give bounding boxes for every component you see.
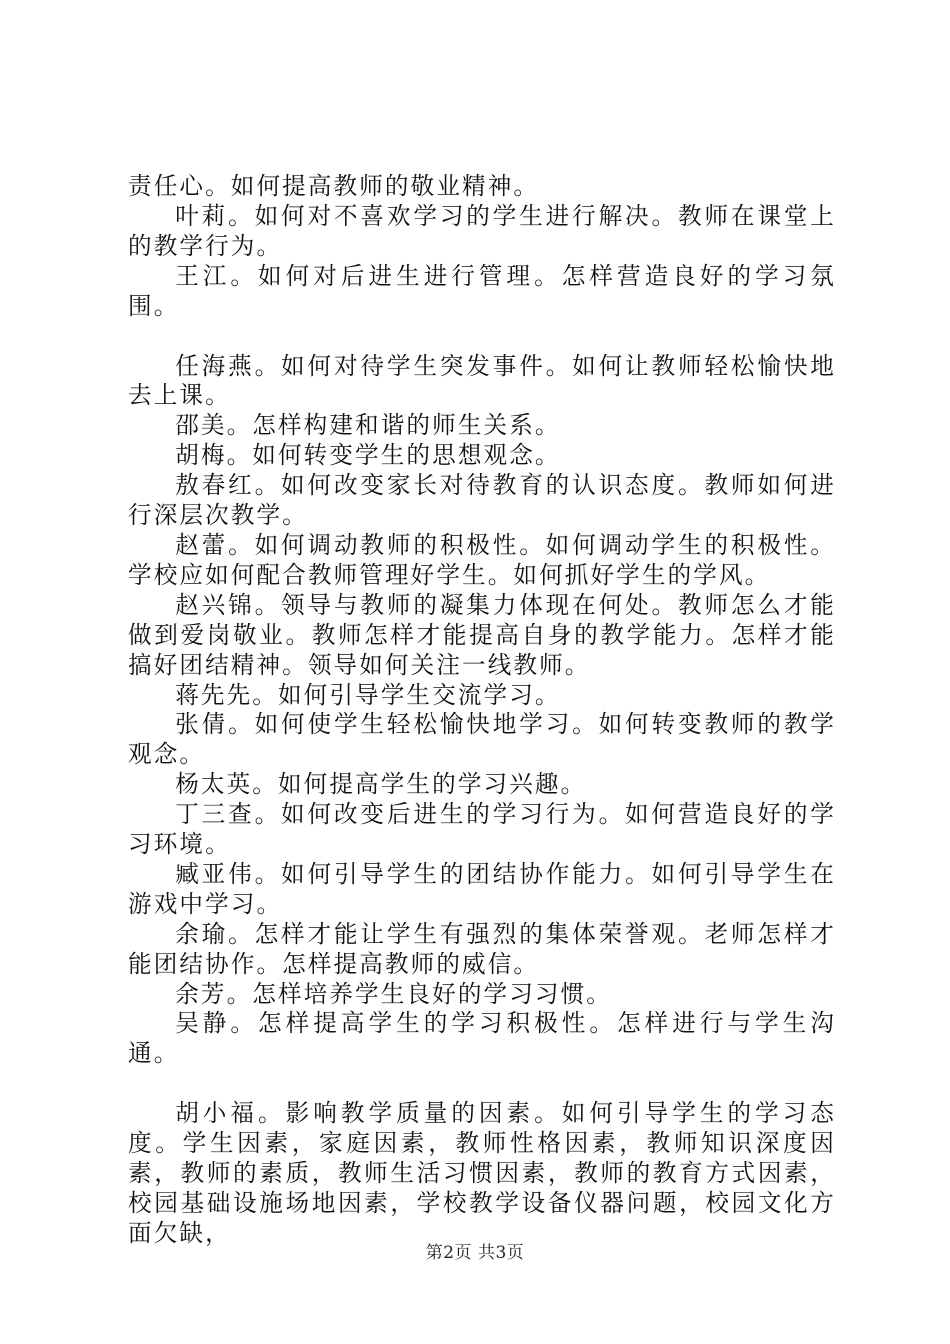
paragraph-shao-mei: 邵美。怎样构建和谐的师生关系。 (175, 411, 561, 440)
paragraph-wu-jing: 吴静。怎样提高学生的学习积极性。怎样进行与学生沟通。 (128, 1009, 836, 1068)
paragraph-ding-sancha: 丁三查。如何改变后进生的学习行为。如何营造良好的学习环境。 (128, 800, 836, 859)
paragraph-ao-chunhong: 敖春红。如何改变家长对待教育的认识态度。教师如何进行深层次教学。 (128, 471, 836, 530)
paragraph-ye-li: 叶莉。如何对不喜欢学习的学生进行解决。教师在课堂上的教学行为。 (128, 201, 836, 260)
paragraph-wang-jiang: 王江。如何对后进生进行管理。怎样营造良好的学习氛围。 (128, 261, 836, 320)
paragraph-hu-mei: 胡梅。如何转变学生的思想观念。 (175, 441, 561, 470)
paragraph-yu-fang: 余芳。怎样培养学生良好的学习习惯。 (175, 979, 612, 1008)
paragraph-ren-haiyan: 任海燕。如何对待学生突发事件。如何让教师轻松愉快地去上课。 (128, 351, 836, 410)
paragraph-zhang-qian: 张倩。如何使学生轻松愉快地学习。如何转变教师的教学观念。 (128, 710, 836, 769)
document-body (128, 172, 836, 1249)
paragraph-zhao-lei: 赵蕾。如何调动教师的积极性。如何调动学生的积极性。学校应如何配合教师管理好学生。如何抓好学生的学风。 (128, 530, 836, 589)
page-number: 第2页 共3页 (425, 1243, 525, 1263)
paragraph-zhao-xingjin: 赵兴锦。领导与教师的凝集力体现在何处。教师怎么才能做到爱岗敬业。教师怎样才能提高自身的教学能力。怎样才能搞好团结精神。领导如何关注一线教师。 (128, 590, 836, 679)
paragraph-yang-taiying: 杨太英。如何提高学生的学习兴趣。 (175, 770, 587, 799)
paragraph-yu-yu: 余瑜。怎样才能让学生有强烈的集体荣誉观。老师怎样才能团结协作。怎样提高教师的威信。 (128, 919, 836, 978)
page-footer (0, 1242, 950, 1264)
paragraph-continuation: 责任心。如何提高教师的敬业精神。 (128, 172, 540, 200)
paragraph-hu-xiaofu: 胡小福。影响教学质量的因素。如何引导学生的学习态度。学生因素，家庭因素，教师性格因素，教师知识深度因素，教师的素质，教师生活习惯因素，教师的教育方式因素，校园基础设施场地因素，学校教学设备仪器问题，校园文化方面欠缺， (128, 1099, 836, 1247)
paragraph-zang-yawei: 臧亚伟。如何引导学生的团结协作能力。如何引导学生在游戏中学习。 (128, 859, 836, 918)
paragraph-jiang-xianxian: 蒋先先。如何引导学生交流学习。 (175, 680, 561, 709)
